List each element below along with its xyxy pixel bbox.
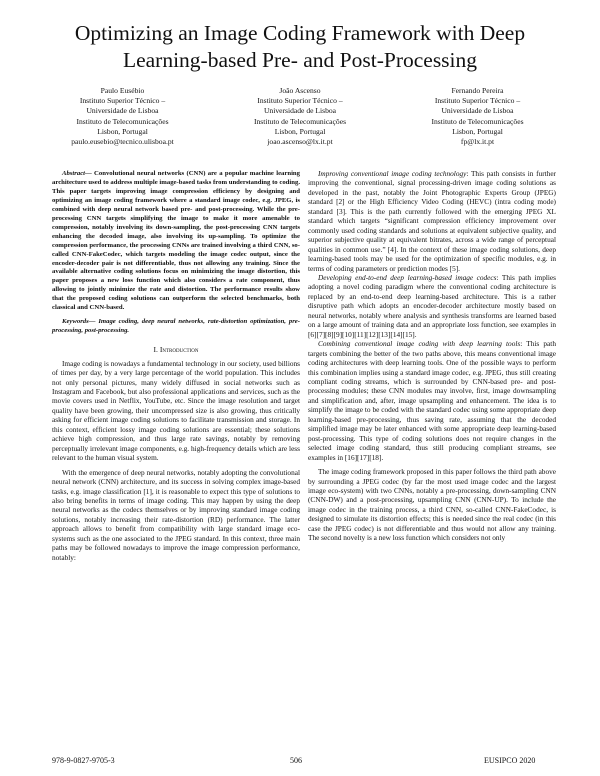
author-institute: Instituto Superior Técnico – — [79, 96, 166, 106]
author-location: Lisbon, Portugal — [452, 126, 503, 136]
author-university: Universidade de Lisboa — [441, 106, 514, 116]
footer-page-number: 506 — [290, 756, 302, 765]
author-name: Fernando Pereira — [451, 86, 504, 95]
footer-isbn: 978-9-0827-9705-3 — [52, 756, 115, 765]
path-text: : This path implies adopting a novel coding paradigm where the conventional coding architecture is replaced by an end-to-end deep learning-based architecture. This is a rather disruptive path which adopts an encoder-decoder architecture mostly based on neural networks, notably where analysis and synthesis transforms are learned based on a large amount of training data and an appropriate loss function, see examples in [6][7][8][9][10][11][12][13][14][15]. — [308, 272, 556, 339]
author-name: João Ascenso — [279, 86, 321, 95]
footer-conference: EUSIPCO 2020 — [484, 756, 536, 765]
keywords — [52, 318, 300, 336]
author-university: Universidade de Lisboa — [86, 106, 159, 116]
author-lab: Instituto de Telecomunicações — [76, 116, 169, 126]
author-lab: Instituto de Telecomunicações — [253, 116, 347, 126]
author-email: joao.ascenso@lx.it.pt — [267, 137, 333, 147]
paragraph: The image coding framework proposed in this paper follows the third path above by surrounding a JPEG codec (by far the most used image codec and the largest image eco-system) with two CNNs, notably a pre-processing, down-sampling CNN (CNN-DW) and a post-processing, upsampling CNN (CNN-UP). To include the image codec in the training process, a third CNN, so-called CNN-FakeCodec, is designed to simulate its distortion effects; this is needed since the real codec (in this case the JPEG codec) is not differentiable and thus would not allow any training. The second novelty is a new loss function which considers not only — [308, 467, 556, 543]
left-column — [52, 170, 300, 562]
author-university: Universidade de Lisboa — [263, 106, 337, 116]
author-2 — [218, 86, 383, 147]
paragraph: Image coding is nowadays a fundamental technology in our society, used billions of times per day, by a very large percentage of the world population. This includes not only personal pictures, many widely diffused in social networks such as Instagram and Facebook, but also professional applications and services, such as the movie covers used in Netflix, YouTube, etc. Since the image resolution and target quality have been growing, their uncompressed size is also growing, thus critically asking for efficient image coding solutions to facilitate transmission and storage. In this context, efficient lossy image coding solutions are essential; these solutions achieve high compression, and thus large rate savings, notably by removing perceptually irrelevant image components, e.g. high-frequency details which are less relevant to the human visual system. — [52, 358, 300, 463]
section-heading-introduction: I. Introduction — [153, 345, 199, 355]
author-1 — [40, 86, 205, 147]
path-lead: Improving conventional image coding technology — [318, 169, 467, 178]
abstract-text: — Convolutional neural networks (CNN) are a popular machine learning architecture used to address multiple image-based tasks from understanding to coding. This paper targets improving image compression efficiency by designing and optimizing an image coding framework where a standard image codec, e.g. JPEG, is combined with deep neural network based pre- and post-processing. While the pre-processing CNN targets simplifying the image to make it more amenable to compression, notably involving its down-sampling, the post-processing CNN targets enhancing the decoded image, also involving its up-sampling. To optimize the compression performance, the processing CNNs are trained involving a third CNN, so-called CNN-FakeCodec, which targets modeling the image codec output, since the encoder-decoder pair is not differentiable, thus not allowing any training. Since the available alternative coding solutions focus on minimizing the image distortion, this paper proposes a new loss function which also considers a rate component, thus allowing to jointly minimize the rate and distortion. The performance results show that the proposed coding solutions can outperform the selected benchmarks, both classical and CNN-based. — [52, 170, 300, 312]
paragraph: With the emergence of deep neural networks, notably adopting the convolutional neural network (CNN) architecture, and its success in solving complex image-based tasks, e.g. image classification [1], it is reasonable to expect this type of solutions to also bring benefits in terms of image coding. This may happen by using the deep neural networks as the codecs themselves or by improving standard image coding solutions, notably increasing their rate-distortion (RD) performance. The latter approach allows to benefit from compatibility with large standard image eco-systems such as the one associated to the JPEG standard. In this context, three main paths may be followed nowadays to improve the image compression performance, notably: — [52, 467, 300, 562]
paragraph — [308, 339, 556, 462]
paper-title: Optimizing an Image Coding Framework with Deep Learning-based Pre- and Post-Processing — [74, 21, 526, 72]
author-email: paulo.eusebio@tecnico.ulisboa.pt — [71, 137, 174, 147]
path-text: : This path consists in further improving the conventional, signal processing-driven image coding solutions as developed in the past, notably the Joint Photographic Experts Group (JPEG) standard [2] or the High Efficiency Video Coding (HEVC) (intra coding mode) standard [3]. This is the path currently followed with the emerging JPEG XL standard which targets “significant compression efficiency improvement over commonly used coding standards and solutions at equivalent subjective quality, and superior subjective quality at equivalent bitrates, across a wide range of perceptual qualities in common use.” [4]. In the context of these image coding solutions, deep learning-based tools may be used for the optimization of specific modules, e.g. in terms of coding parameters or prediction modes [5]. — [308, 169, 556, 273]
author-institute: Instituto Superior Técnico – — [434, 96, 521, 106]
author-lab: Instituto de Telecomunicações — [431, 116, 524, 126]
path-lead: Developing end-to-end deep learning-based image codecs — [318, 272, 497, 282]
author-3 — [395, 86, 560, 147]
author-block — [40, 86, 560, 147]
paragraph — [308, 169, 556, 273]
paragraph — [308, 273, 556, 339]
path-text: : This path targets combining the better of the two paths above, this means conventional image coding architectures with deep learning tools. One of the possible ways to perform this combination implies using a standard image codec, e.g. JPEG, thus still creating compliant coding streams, which is surrounded by CNN-based pre- and post-processing modules; these CNN modules may involve, first, image downsampling and simplification and, after, image upsampling and enhancement. The idea is to simplify the image to be coded with the standard codec using some appropriate deep learning-based pre-processing, thus saving rate, assuming that the decoded simplified image may be later enhanced with some appropriate deep learning-based post-processing. This type of coding solutions does not require changes in the selected image coding standard, thus still producing compliant streams, see examples in [16][17][18]. — [308, 339, 556, 462]
path-lead: Combining conventional image coding with deep learning tools — [318, 339, 521, 349]
author-email: fp@lx.it.pt — [460, 137, 495, 147]
abstract-label: Abstract — [62, 170, 86, 177]
author-institute: Instituto Superior Técnico – — [257, 96, 343, 106]
keywords-text: Image coding, deep neural networks, rate-distortion optimization, pre-processing, post-processing. — [52, 318, 300, 335]
author-location: Lisbon, Portugal — [97, 126, 148, 136]
right-column — [308, 169, 556, 543]
abstract — [52, 170, 300, 313]
author-location: Lisbon, Portugal — [274, 126, 326, 136]
keywords-label: Keywords— — [62, 318, 96, 326]
author-name: Paulo Eusébio — [100, 86, 145, 95]
